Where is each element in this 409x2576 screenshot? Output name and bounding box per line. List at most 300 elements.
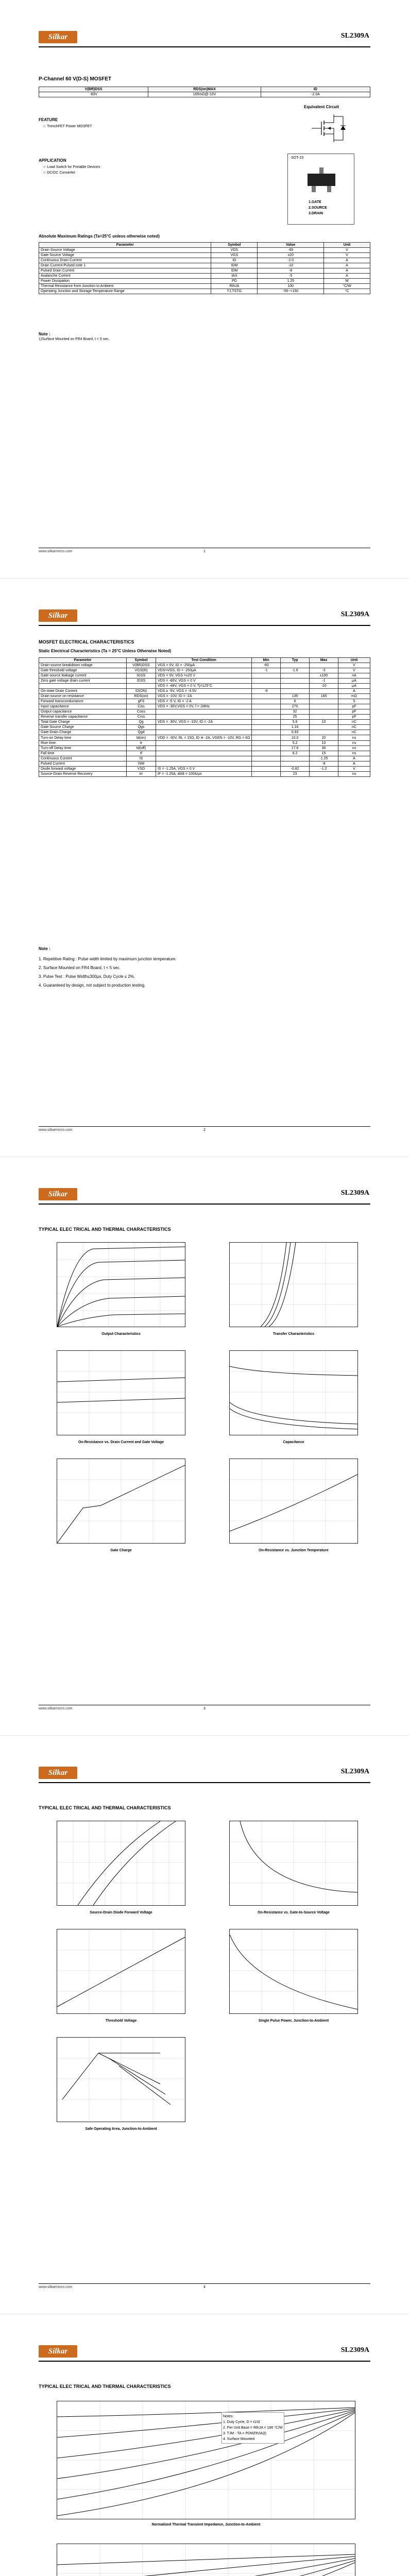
table-cell [156, 725, 251, 730]
table-cell: Gate threshold voltage [39, 668, 127, 673]
table-cell [252, 679, 281, 684]
table-cell [281, 689, 310, 694]
brand-logo: Silkar [39, 31, 77, 43]
table-cell: 165 [310, 694, 338, 699]
table-cell: Diode forward voltage [39, 767, 127, 772]
thermal-impedance-foot-chart [57, 2544, 355, 2576]
page-header [39, 31, 370, 48]
table-cell: Rise time [39, 741, 127, 746]
table-cell: Qg [127, 720, 156, 725]
table-cell [156, 751, 251, 756]
table-cell: 10.0 [281, 735, 310, 741]
table-row [39, 761, 370, 767]
table-cell: VGS = 0V, ID = -250μA [156, 663, 251, 668]
table-cell: A [323, 258, 370, 263]
notes-heading: Note : [39, 946, 50, 951]
table-cell: μA [338, 679, 370, 684]
table-cell: VDS [211, 248, 258, 253]
table-cell [252, 715, 281, 720]
chart-caption: Output Characteristics [101, 1332, 141, 1336]
table-cell: Drain-source breakdown voltage [39, 663, 127, 668]
table-row [39, 767, 370, 772]
table-cell: IS = -1.25A, VGS = 0 V [156, 767, 251, 772]
table-cell [252, 746, 281, 751]
table-cell: A [323, 263, 370, 268]
table-cell [310, 772, 338, 777]
output-characteristics-chart [57, 1242, 185, 1327]
transfer-characteristics-chart [229, 1242, 358, 1327]
table-cell: VDS ≥ -5V, VGS = -4.5V [156, 689, 251, 694]
table-cell: 32 [281, 709, 310, 715]
note-item: 1. Repetitive Rating : Pulse width limited by maximum junction temperature. [39, 957, 177, 961]
table-cell: tr [127, 741, 156, 746]
table-cell: A [338, 689, 370, 694]
package-drawing-icon [298, 165, 345, 194]
table-header: Unit [338, 658, 370, 663]
table-cell: IDSS [127, 679, 156, 684]
summary-cell: -2.0A [261, 92, 370, 97]
brand-logo: Silkar [39, 1188, 77, 1200]
page-number: 4 [203, 2285, 206, 2289]
table-cell: Continuous Current [39, 756, 127, 761]
section-title: MOSFET ELECTRICAL CHARACTERISTICS [39, 639, 134, 645]
table-cell: nA [338, 673, 370, 679]
note-item: 1. Duty Cycle, D = t1/t2 [223, 2420, 261, 2424]
table-cell: IAS [211, 274, 258, 279]
table-cell [252, 761, 281, 767]
website-link[interactable]: www.silkarmicro.com [39, 550, 73, 553]
table-cell: -1.2 [310, 767, 338, 772]
table-cell [310, 689, 338, 694]
brand-logo: Silkar [39, 1767, 77, 1779]
note-item: 4. Surface Mounted [223, 2437, 255, 2441]
table-cell: Gate-Drain Charge [39, 730, 127, 735]
note-item: Notes: [223, 2415, 234, 2418]
page-header [39, 1188, 370, 1206]
safe-operating-area-chart [57, 2037, 185, 2122]
website-link[interactable]: www.silkarmicro.com [39, 2285, 73, 2289]
diode-forward-voltage-chart [57, 1821, 185, 1906]
page-5 [0, 2314, 409, 2576]
table-row [39, 725, 370, 730]
page-header [39, 609, 370, 627]
table-cell: 1.16 [281, 725, 310, 730]
table-row [39, 668, 370, 673]
note-item: 4. Guaranteed by design, not subject to production testing. [39, 983, 146, 988]
table-cell: -3 [310, 668, 338, 673]
table-header: Symbol [127, 658, 156, 663]
note-heading: Note : [39, 332, 50, 336]
table-cell: A [338, 756, 370, 761]
table-cell: VDS = -48V, VGS = 0 V, Tj=125°C [156, 684, 251, 689]
table-cell [252, 772, 281, 777]
chart-caption: On-Resistance vs. Gate-to-Source Voltage [258, 1911, 330, 1914]
table-row [39, 663, 370, 668]
table-cell: VDS = -30V, VGS = -10V, ID = -2A [156, 720, 251, 725]
table-row [39, 253, 370, 258]
table-cell: V [323, 253, 370, 258]
capacitance-chart [229, 1350, 358, 1435]
table-header: Value [258, 243, 324, 248]
table-cell: 17.6 [281, 746, 310, 751]
summary-header: RDS(on)MAX [148, 87, 261, 92]
table-row [39, 289, 370, 294]
on-resistance-vs-current-chart [57, 1350, 185, 1435]
table-cell: 8.2 [281, 751, 310, 756]
application-item: ☆ Load Switch for Portable Devices [43, 165, 100, 169]
part-number: SL2309A [340, 2346, 369, 2354]
table-cell: Gate-source leakage current [39, 673, 127, 679]
package-box [287, 154, 354, 225]
page-number: 2 [203, 1128, 206, 1132]
table-cell [156, 746, 251, 751]
table-row [39, 279, 370, 284]
table-cell: PD [211, 279, 258, 284]
table-cell: Forward transconductance [39, 699, 127, 704]
table-cell: 5.6 [281, 720, 310, 725]
website-link[interactable]: www.silkarmicro.com [39, 1128, 73, 1132]
pin-list [309, 199, 327, 216]
chart-caption: On-Resistance vs. Junction Temperature [259, 1549, 329, 1552]
table-cell: W [323, 279, 370, 284]
table-header: Parameter [39, 658, 127, 663]
note-item: 3. TJM - TA = PDMZthJA(t) [223, 2432, 266, 2435]
table-cell [310, 730, 338, 735]
table-cell [252, 725, 281, 730]
table-cell: 10 [310, 741, 338, 746]
page-number: 1 [203, 550, 206, 553]
table-cell: 30 [310, 746, 338, 751]
section-title: TYPICAL ELEC TRICAL AND THERMAL CHARACTERISTICS [39, 1227, 171, 1232]
table-cell: ns [338, 751, 370, 756]
table-cell [252, 673, 281, 679]
table-cell: -60 [252, 663, 281, 668]
chart-caption: Single Pulse Power, Junction-to-Ambient [258, 2019, 329, 2023]
part-number: SL2309A [340, 1189, 369, 1197]
table-cell: Gate-Source Voltage [39, 253, 211, 258]
table-cell: VGS [211, 253, 258, 258]
table-cell: -0.82 [281, 767, 310, 772]
table-cell: VDS = -5 V, ID = -2 A [156, 699, 251, 704]
table-cell [281, 679, 310, 684]
page-header [39, 2345, 370, 2363]
table-cell: nC [338, 730, 370, 735]
summary-cell: -60V [39, 92, 148, 97]
table-cell [310, 663, 338, 668]
table-cell: 1.25 [258, 279, 324, 284]
table-cell: VDS = -60V, VGS = 0 V [156, 679, 251, 684]
table-cell: 15 [310, 751, 338, 756]
table-cell [39, 684, 127, 689]
page-number: 3 [203, 1707, 206, 1710]
summary-cell: 165mΩ@-10V [148, 92, 261, 97]
table-cell: °C [323, 289, 370, 294]
table-cell: Coss [127, 709, 156, 715]
table-cell [252, 720, 281, 725]
table-cell [281, 756, 310, 761]
single-pulse-power-chart [229, 1929, 358, 2014]
table-cell [252, 730, 281, 735]
table-header: Test Condition [156, 658, 251, 663]
table-row [39, 730, 370, 735]
page-2 [0, 579, 409, 1157]
table-cell [252, 767, 281, 772]
feature-item: ☆ TrenchFET Power MOSFET [43, 125, 92, 128]
summary-header: ID [261, 87, 370, 92]
thermal-impedance-ambient-chart [57, 2401, 355, 2519]
on-resistance-vs-vgs-chart [229, 1821, 358, 1906]
table-cell: Output capacitance [39, 709, 127, 715]
table-cell: V [338, 668, 370, 673]
page-3 [0, 1157, 409, 1736]
device-title: P-Channel 60 V(D-S) MOSFET [39, 76, 112, 82]
table-cell: Drain-Source Voltage [39, 248, 211, 253]
application-item: ☆ DC/DC Converter [43, 171, 76, 175]
table-row [39, 284, 370, 289]
table-cell: IDM [211, 263, 258, 268]
table-cell: TJ,TSTG [211, 289, 258, 294]
section-title: TYPICAL ELEC TRICAL AND THERMAL CHARACTERISTICS [39, 1805, 171, 1810]
threshold-voltage-chart [57, 1929, 185, 2014]
part-number: SL2309A [340, 611, 369, 618]
table-cell: Turn-on Delay time [39, 735, 127, 741]
table-cell: Operating Junction and Storage Temperature Range [39, 289, 211, 294]
equivalent-circuit-label: Equivalent Circuit [304, 105, 339, 109]
part-number: SL2309A [340, 32, 369, 40]
table-cell: V(BR)DSS [127, 663, 156, 668]
table-cell: ns [338, 741, 370, 746]
table-cell [281, 761, 310, 767]
table-cell: tf [127, 751, 156, 756]
table-cell: VSD [127, 767, 156, 772]
table-cell: 0.93 [281, 730, 310, 735]
table-cell [156, 730, 251, 735]
table-cell: -10 [310, 684, 338, 689]
part-number: SL2309A [340, 1768, 369, 1775]
table-cell [127, 684, 156, 689]
summary-table [39, 87, 370, 97]
section-subtitle: Static Electrical Characteristics (Ta = 25°C Unless Otherwise Noted) [39, 649, 172, 653]
table-cell: 270 [281, 704, 310, 709]
note-item: 3. Pulse Test : Pulse Width≤300μs, Duty Cycle ≤ 2%. [39, 974, 135, 979]
table-cell: μA [338, 684, 370, 689]
table-cell: 5.2 [281, 741, 310, 746]
table-cell: td(on) [127, 735, 156, 741]
table-row [39, 704, 370, 709]
pin-label: 1.GATE [309, 200, 321, 204]
table-cell: Drain Current-Pulsed note 1 [39, 263, 211, 268]
website-link[interactable]: www.silkarmicro.com [39, 1707, 73, 1710]
table-cell: ID(ON) [127, 689, 156, 694]
table-cell: °C/W [323, 284, 370, 289]
table-cell: -10 [258, 263, 324, 268]
electrical-table [39, 657, 370, 777]
table-cell: IF = -1.25A, di/dt = 100A/μs [156, 772, 251, 777]
on-resistance-vs-temperature-chart [229, 1459, 358, 1544]
table-cell: ns [338, 746, 370, 751]
table-cell: Pulsed Drain Current [39, 268, 211, 274]
table-cell: Continuous Drain Current [39, 258, 211, 263]
chart-caption: Gate Charge [110, 1549, 132, 1552]
table-cell: VDS = -30V,VGS = 0V, f = 1MHz [156, 704, 251, 709]
table-cell: ID [211, 258, 258, 263]
summary-header: V(BR)DSS [39, 87, 148, 92]
page-footer [39, 1705, 370, 1712]
table-cell: ISM [127, 761, 156, 767]
table-cell [310, 699, 338, 704]
table-row [39, 709, 370, 715]
table-row [39, 258, 370, 263]
table-cell [252, 709, 281, 715]
table-cell [252, 694, 281, 699]
table-cell: RthJA [211, 284, 258, 289]
table-cell: -60 [258, 248, 324, 253]
table-cell: ±100 [310, 673, 338, 679]
table-cell [156, 761, 251, 767]
table-cell: Total Gate Charge [39, 720, 127, 725]
table-row [39, 689, 370, 694]
table-cell: -8 [310, 761, 338, 767]
page-footer [39, 1126, 370, 1133]
table-cell [281, 673, 310, 679]
table-row [39, 772, 370, 777]
table-cell: V [338, 663, 370, 668]
table-cell: VDS=VGS, ID = -250μA [156, 668, 251, 673]
table-cell: A [323, 268, 370, 274]
table-cell: Gate-Source Charge [39, 725, 127, 730]
table-cell: Power Dissipation [39, 279, 211, 284]
table-cell: Qgs [127, 725, 156, 730]
table-cell: Thermal Resistance from Junction to Ambient [39, 284, 211, 289]
table-row [39, 720, 370, 725]
brand-logo: Silkar [39, 2345, 77, 2358]
table-row [39, 248, 370, 253]
table-cell: -2.0 [258, 258, 324, 263]
table-cell: pF [338, 704, 370, 709]
chart-caption: Threshold Voltage [105, 2019, 137, 2023]
table-cell: Zero gate voltage drain current [39, 679, 127, 684]
table-row [39, 694, 370, 699]
table-cell: 23 [281, 772, 310, 777]
table-cell: Source-Drain Reverse Recovery [39, 772, 127, 777]
table-row [39, 756, 370, 761]
table-cell: VGS(th) [127, 668, 156, 673]
table-row [39, 699, 370, 704]
chart-caption: Source-Drain Diode Forward Voltage [90, 1911, 152, 1914]
table-cell: S [338, 699, 370, 704]
table-row [39, 735, 370, 741]
table-cell: Input capacitance [39, 704, 127, 709]
table-cell: IDM [211, 268, 258, 274]
table-cell: 135 [281, 694, 310, 699]
table-cell: A [338, 761, 370, 767]
table-cell: -1.6 [281, 668, 310, 673]
pin-label: 2.SOURCE [309, 206, 327, 210]
table-cell: ns [338, 735, 370, 741]
table-cell [310, 715, 338, 720]
table-cell: 20 [310, 735, 338, 741]
table-cell: A [323, 274, 370, 279]
table-cell: 6 [281, 699, 310, 704]
table-cell: td(off) [127, 746, 156, 751]
table-cell: ±20 [258, 253, 324, 258]
note-text: 1)Surface Mounted on FR4 Board, t < 5 sec. [39, 337, 110, 341]
table-row [39, 741, 370, 746]
table-cell: VDD = -30V, RL = 15Ω, ID ≅ -2A, VGEN = -10V, RG = 6Ω [156, 735, 251, 741]
note-item: 2. Per Unit Base = RthJA = 166 °C/W [223, 2426, 283, 2430]
package-name: SOT-23 [291, 156, 304, 160]
table-cell [252, 735, 281, 741]
table-cell [252, 741, 281, 746]
mosfet-symbol-icon [309, 112, 350, 144]
table-cell: Qgd [127, 730, 156, 735]
table-cell [252, 704, 281, 709]
table-cell: -8 [258, 268, 324, 274]
abs-max-table [39, 242, 370, 294]
table-cell: RDS(on) [127, 694, 156, 699]
table-row [39, 268, 370, 274]
table-cell [156, 756, 251, 761]
table-cell [310, 704, 338, 709]
abs-max-title: Absolute Maximum Ratings (Ta=25°C unless otherwise noted) [39, 234, 160, 239]
table-cell [252, 756, 281, 761]
page-1 [0, 0, 409, 579]
table-header: Typ [281, 658, 310, 663]
table-row [39, 274, 370, 279]
brand-logo: Silkar [39, 609, 77, 622]
pin-label: 3.DRAIN [309, 212, 323, 215]
table-cell: -1.25 [310, 756, 338, 761]
table-cell: -5 [258, 274, 324, 279]
table-cell: Ciss [127, 704, 156, 709]
table-cell: Pulsed Current [39, 761, 127, 767]
table-cell: gFS [127, 699, 156, 704]
table-cell: ns [338, 772, 370, 777]
table-cell: pF [338, 709, 370, 715]
chart-caption: Safe Operating Area, Junction-to-Ambient [85, 2127, 157, 2131]
table-cell: mΩ [338, 694, 370, 699]
table-cell: V [323, 248, 370, 253]
table-cell: V [338, 767, 370, 772]
page-footer [39, 548, 370, 555]
table-cell [252, 684, 281, 689]
table-cell [281, 663, 310, 668]
table-cell: Fall time [39, 751, 127, 756]
table-header: Min [252, 658, 281, 663]
table-cell: 10 [310, 720, 338, 725]
table-cell: IS [127, 756, 156, 761]
table-cell [252, 751, 281, 756]
page-header [39, 1767, 370, 1784]
section-title: TYPICAL ELEC TRICAL AND THERMAL CHARACTERISTICS [39, 2384, 171, 2389]
table-cell: 25 [281, 715, 310, 720]
table-cell [156, 709, 251, 715]
page-footer [39, 2283, 370, 2291]
table-cell: IGSS [127, 673, 156, 679]
table-cell: Drain-source on-resistance [39, 694, 127, 699]
table-cell [281, 684, 310, 689]
application-heading: APPLICATION [39, 158, 66, 163]
table-cell [156, 715, 251, 720]
chart-caption: On-Resistance vs. Drain Current and Gate Voltage [78, 1440, 164, 1444]
chart-caption: Transfer Characteristics [272, 1332, 315, 1336]
table-cell: VDS = 0V, VGS =±20 V [156, 673, 251, 679]
table-cell: -1 [252, 668, 281, 673]
table-row [39, 673, 370, 679]
table-cell: nC [338, 725, 370, 730]
table-cell: Turn-off Delay time [39, 746, 127, 751]
table-cell: -55~+150 [258, 289, 324, 294]
